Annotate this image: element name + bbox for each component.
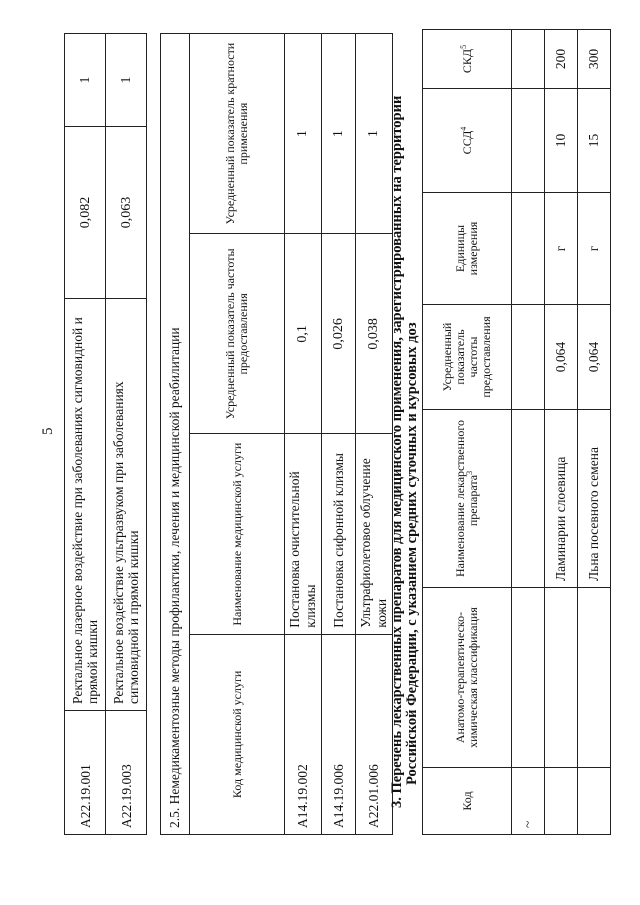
unit-value: г [545, 193, 578, 305]
table-row [65, 34, 106, 835]
header-code: Код [423, 768, 512, 835]
atc-class [512, 588, 545, 768]
frequency-value: 0,082 [65, 127, 106, 299]
service-name: Ректальное лазерное воздействие при заболеваниях сигмовидной и прямой кишки [65, 299, 106, 711]
skd-value: 300 [578, 30, 611, 89]
service-code: A14.19.002 [285, 634, 322, 834]
header-ssd-text: ССД [459, 130, 474, 155]
table-row [578, 30, 611, 835]
multiplicity-value: 1 [106, 34, 147, 127]
drug-name: Льна посевного семена [578, 410, 611, 588]
header-service-code: Код медицинской услуги [190, 634, 285, 834]
multiplicity-value: 1 [356, 34, 393, 234]
atc-class [578, 588, 611, 768]
frequency-value: 0,064 [545, 305, 578, 410]
ssd-value [512, 89, 545, 193]
table-row [322, 34, 356, 835]
unit-value: г [578, 193, 611, 305]
service-name: Постановка сифонной клизмы [322, 434, 356, 634]
service-name: Ректальное воздействие ультразвуком при заболеваниях сигмовидной и прямой кишки [106, 299, 147, 711]
skd-value [512, 30, 545, 89]
table-row [106, 34, 147, 835]
drug-code [545, 768, 578, 835]
section-heading [390, 13, 420, 808]
multiplicity-value: 1 [322, 34, 356, 234]
header-skd [423, 30, 512, 89]
table-header-row [190, 34, 285, 835]
table-caption: 2.5. Немедикаментозные методы профилактики, лечения и медицинской реабилитации [161, 34, 190, 835]
header-frequency: Усредненный показатель частоты предоставления [190, 234, 285, 434]
drugs-table [422, 29, 611, 835]
header-service-name: Наименование медицинской услуги [190, 434, 285, 634]
table-row [356, 34, 393, 835]
header-ssd [423, 89, 512, 193]
non-drug-methods-table [160, 33, 393, 835]
header-frequency: Усредненный показатель частоты предоставления [423, 305, 512, 410]
frequency-value: 0,1 [285, 234, 322, 434]
header-skd-text: СКД [459, 48, 474, 74]
frequency-value: 0,038 [356, 234, 393, 434]
service-name: Постановка очистительной клизмы [285, 434, 322, 634]
service-code: A14.19.006 [322, 634, 356, 834]
section-heading-line-2: Российской Федерации, с указанием средних суточных и курсовых доз [404, 322, 420, 785]
table-row [285, 34, 322, 835]
header-atc-classification: Анатомо-терапевтическо-химическая классификация [423, 588, 512, 768]
service-code: A22.01.006 [356, 634, 393, 834]
drug-name: Ламинарии слоевища [545, 410, 578, 588]
frequency-value: 0,063 [106, 127, 147, 299]
multiplicity-value: 1 [65, 34, 106, 127]
footnote-marker: 4 [458, 126, 468, 131]
section-heading-line-1: 3. Перечень лекарственных препаратов для медицинского применения, зарегистрированных на территории [389, 95, 405, 808]
drug-code [578, 768, 611, 835]
page-number: 5 [40, 427, 56, 435]
service-code: A22.19.001 [65, 711, 106, 835]
multiplicity-value: 1 [285, 34, 322, 234]
footnote-marker: 3 [465, 470, 474, 475]
header-units: Единицы измерения [423, 193, 512, 305]
header-drug-name-text: Наименование лекарственного препарата [453, 420, 480, 578]
table-row [512, 30, 545, 835]
drug-code: ~ [512, 768, 545, 835]
skd-value: 200 [545, 30, 578, 89]
header-drug-name [423, 410, 512, 588]
header-multiplicity: Усредненный показатель кратности применения [190, 34, 285, 234]
service-name: Ультрафиолетовое облучение кожи [356, 434, 393, 634]
atc-class [545, 588, 578, 768]
frequency-value: 0,026 [322, 234, 356, 434]
drug-name [512, 410, 545, 588]
table-row [545, 30, 578, 835]
unit-value [512, 193, 545, 305]
table-header-row [423, 30, 512, 835]
ssd-value: 10 [545, 89, 578, 193]
footnote-marker: 5 [458, 44, 468, 49]
frequency-value: 0,064 [578, 305, 611, 410]
service-code: A22.19.003 [106, 711, 147, 835]
frequency-value [512, 305, 545, 410]
ssd-value: 15 [578, 89, 611, 193]
services-table-continued [64, 33, 147, 835]
